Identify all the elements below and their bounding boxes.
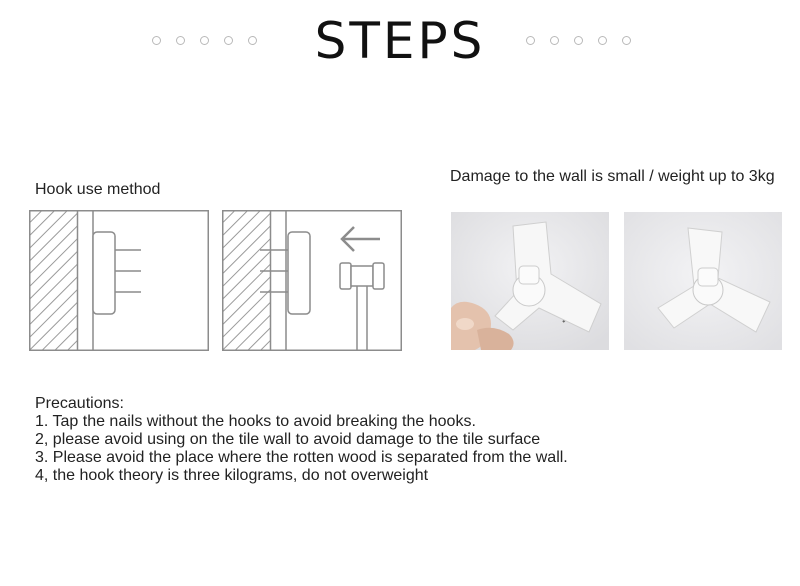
hook-method-label: Hook use method [35, 181, 161, 198]
precaution-item: 3. Please avoid the place where the rotten wood is separated from the wall. [35, 449, 568, 466]
hook-diagram-hammer [222, 210, 402, 351]
precautions-block [35, 395, 575, 485]
hook-photo-on-wall [624, 212, 782, 350]
precaution-item: 4, the hook theory is three kilograms, do not overweight [35, 467, 429, 484]
damage-label: Damage to the wall is small / weight up to 3kg [450, 168, 775, 185]
precautions-heading: Precautions: [35, 395, 124, 412]
decorative-dots-right [526, 36, 631, 45]
hook-photo-in-hand [451, 212, 609, 350]
precaution-item: 2, please avoid using on the tile wall to avoid damage to the tile surface [35, 431, 541, 448]
hook-diagram-nails [29, 210, 209, 351]
precaution-item: 1. Tap the nails without the hooks to avoid breaking the hooks. [35, 413, 476, 430]
page-title: STEPS [314, 12, 486, 70]
